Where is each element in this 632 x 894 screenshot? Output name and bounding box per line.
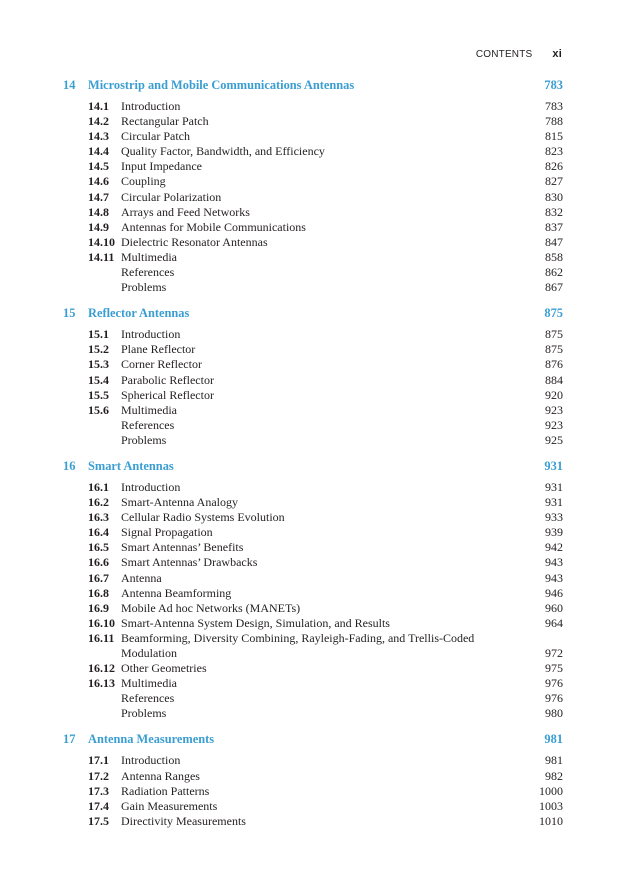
section-title: References xyxy=(121,265,175,280)
section-page-number: 823 xyxy=(545,144,563,159)
section-title: Antennas for Mobile Communications xyxy=(121,219,306,234)
section-page-number: 826 xyxy=(545,159,563,174)
chapter-title: Smart Antennas xyxy=(88,458,174,473)
toc-entry xyxy=(63,373,563,388)
section-title: Circular Patch xyxy=(121,129,190,144)
section-page-number: 920 xyxy=(545,387,563,402)
toc-entry xyxy=(63,403,563,418)
toc-entry xyxy=(63,280,563,295)
section-page-number: 783 xyxy=(545,99,563,113)
section-number: 16.4 xyxy=(88,525,109,540)
section-page-number: 931 xyxy=(545,479,563,494)
section-title: Arrays and Feed Networks xyxy=(121,204,250,219)
toc-entry xyxy=(63,586,563,601)
section-page-number: 942 xyxy=(545,540,563,555)
toc-entry xyxy=(63,601,563,616)
section-page-number: 980 xyxy=(545,706,563,721)
section-page-number: 884 xyxy=(545,372,563,387)
toc-entry xyxy=(63,555,563,570)
toc-entry xyxy=(63,250,563,265)
section-page-number: 847 xyxy=(545,234,563,249)
section-title-continuation: Modulation xyxy=(121,646,177,660)
section-title: Radiation Patterns xyxy=(121,783,210,798)
toc-entry xyxy=(63,327,563,342)
section-page-number: 931 xyxy=(545,495,563,510)
section-page-number: 964 xyxy=(545,615,563,630)
section-page-number: 832 xyxy=(545,204,563,219)
toc-entry xyxy=(63,174,563,189)
section-number: 16.2 xyxy=(88,495,109,510)
toc-entry xyxy=(63,769,563,784)
section-page-number: 960 xyxy=(545,600,563,615)
section-number: 17.3 xyxy=(88,783,109,798)
section-title-line: Beamforming, Diversity Combining, Rayleigh-Fading, and Trellis-Coded xyxy=(121,630,475,645)
chapter-heading xyxy=(63,731,563,747)
section-number: 17.2 xyxy=(88,768,109,783)
chapter-16 xyxy=(63,458,563,722)
section-title: Quality Factor, Bandwidth, and Efficiency xyxy=(121,144,325,159)
toc-entry xyxy=(63,418,563,433)
chapter-title: Antenna Measurements xyxy=(88,732,215,747)
section-title: Antenna Ranges xyxy=(121,768,200,783)
running-head-label: CONTENTS xyxy=(475,49,533,60)
chapter-heading xyxy=(63,305,563,321)
section-title: Gain Measurements xyxy=(121,798,218,813)
section-number: 17.4 xyxy=(88,798,109,813)
section-title: Circular Polarization xyxy=(121,189,222,204)
section-title: Spherical Reflector xyxy=(121,387,214,402)
section-title: Mobile Ad hoc Networks (MANETs) xyxy=(121,600,301,615)
chapter-number: 15 xyxy=(63,306,76,321)
section-title xyxy=(121,631,523,661)
toc-entry xyxy=(63,571,563,586)
section-title: Multimedia xyxy=(121,249,177,264)
running-head xyxy=(476,48,562,60)
section-page-number: 1003 xyxy=(539,798,563,813)
section-title: Problems xyxy=(121,280,167,295)
toc-entry xyxy=(63,342,563,357)
section-title: Introduction xyxy=(121,753,181,768)
chapter-title: Microstrip and Mobile Communications Antennas xyxy=(88,78,355,92)
toc-entry xyxy=(63,388,563,403)
chapter-page-number: 931 xyxy=(544,458,563,473)
section-page-number: 837 xyxy=(545,219,563,234)
chapter-number: 14 xyxy=(63,78,76,92)
section-title: Problems xyxy=(121,706,167,721)
toc-entry xyxy=(63,205,563,220)
chapter-heading xyxy=(63,458,563,474)
section-page-number: 1000 xyxy=(539,783,563,798)
section-title: Introduction xyxy=(121,479,181,494)
toc-entry xyxy=(63,190,563,205)
section-page-number: 925 xyxy=(545,432,563,447)
toc-entry xyxy=(63,525,563,540)
section-number: 15.5 xyxy=(88,387,109,402)
section-number: 15.4 xyxy=(88,372,109,387)
section-number: 15.2 xyxy=(88,342,109,357)
section-title: Signal Propagation xyxy=(121,525,213,540)
chapter-14 xyxy=(63,77,563,295)
section-title: Problems xyxy=(121,432,167,447)
section-number: 14.1 xyxy=(88,99,109,113)
section-title: Directivity Measurements xyxy=(121,813,246,828)
section-number: 16.7 xyxy=(88,570,109,585)
section-page-number: 923 xyxy=(545,417,563,432)
section-number: 16.6 xyxy=(88,555,109,570)
section-number: 14.11 xyxy=(88,249,115,264)
section-number: 16.13 xyxy=(88,676,115,691)
section-title: Smart-Antenna Analogy xyxy=(121,495,238,510)
toc-entry xyxy=(63,676,563,691)
toc-entry xyxy=(63,631,563,661)
toc-entry xyxy=(63,510,563,525)
section-page-number: 982 xyxy=(545,768,563,783)
toc-entry xyxy=(63,814,563,829)
toc-entry xyxy=(63,691,563,706)
toc-entry xyxy=(63,661,563,676)
section-page-number: 858 xyxy=(545,249,563,264)
section-page-number: 975 xyxy=(545,661,563,676)
section-page-number: 943 xyxy=(545,555,563,570)
toc-entry xyxy=(63,129,563,144)
section-number: 14.5 xyxy=(88,159,109,174)
chapter-15 xyxy=(63,305,563,448)
section-page-number: 815 xyxy=(545,129,563,144)
section-title: Plane Reflector xyxy=(121,342,196,357)
section-number: 16.9 xyxy=(88,600,109,615)
section-title: Rectangular Patch xyxy=(121,114,209,129)
section-title: Introduction xyxy=(121,99,181,113)
toc-entry xyxy=(63,220,563,235)
section-page-number: 976 xyxy=(545,676,563,691)
section-number: 14.9 xyxy=(88,219,109,234)
chapter-page-number: 981 xyxy=(544,732,563,747)
toc-entry xyxy=(63,159,563,174)
section-number: 17.1 xyxy=(88,753,109,768)
chapter-number: 17 xyxy=(63,732,76,747)
toc-entry xyxy=(63,784,563,799)
toc-entry xyxy=(63,495,563,510)
section-number: 16.5 xyxy=(88,540,109,555)
toc-entry xyxy=(63,114,563,129)
section-title: Input Impedance xyxy=(121,159,202,174)
section-page-number: 923 xyxy=(545,402,563,417)
section-page-number: 827 xyxy=(545,174,563,189)
toc-entry xyxy=(63,753,563,768)
toc-entry xyxy=(63,799,563,814)
section-number: 14.6 xyxy=(88,174,109,189)
section-number: 16.12 xyxy=(88,661,115,676)
section-number: 14.3 xyxy=(88,129,109,144)
section-number: 14.7 xyxy=(88,189,109,204)
section-page-number: 946 xyxy=(545,585,563,600)
section-page-number: 933 xyxy=(545,510,563,525)
section-page-number: 788 xyxy=(545,114,563,129)
chapter-heading xyxy=(63,77,563,93)
section-title: Other Geometries xyxy=(121,661,207,676)
toc-entry xyxy=(63,235,563,250)
chapter-page-number: 783 xyxy=(544,78,563,92)
section-title: Smart Antennas’ Drawbacks xyxy=(121,555,258,570)
section-title: Coupling xyxy=(121,174,166,189)
section-title: Multimedia xyxy=(121,402,177,417)
section-title: Smart Antennas’ Benefits xyxy=(121,540,244,555)
section-title: Dielectric Resonator Antennas xyxy=(121,234,268,249)
section-page-number: 976 xyxy=(545,691,563,706)
section-title: References xyxy=(121,691,175,706)
section-page-number: 943 xyxy=(545,570,563,585)
toc-entry xyxy=(63,616,563,631)
toc-entry xyxy=(63,706,563,721)
section-page-number: 972 xyxy=(545,646,563,660)
running-head-page-number: xi xyxy=(552,48,562,60)
section-page-number: 875 xyxy=(545,327,563,342)
section-title: Antenna Beamforming xyxy=(121,585,232,600)
chapter-title: Reflector Antennas xyxy=(88,306,190,321)
toc-entry xyxy=(63,144,563,159)
section-page-number: 830 xyxy=(545,189,563,204)
section-title: Antenna xyxy=(121,570,162,585)
section-number: 16.10 xyxy=(88,615,115,630)
section-page-number: 876 xyxy=(545,357,563,372)
toc-entry xyxy=(63,433,563,448)
table-of-contents xyxy=(63,77,563,839)
section-page-number: 939 xyxy=(545,525,563,540)
section-number: 15.6 xyxy=(88,402,109,417)
section-title: References xyxy=(121,417,175,432)
section-title: Smart-Antenna System Design, Simulation, and Results xyxy=(121,615,390,630)
toc-entry xyxy=(63,540,563,555)
section-number: 14.8 xyxy=(88,204,109,219)
section-number: 14.2 xyxy=(88,114,109,129)
section-number: 16.8 xyxy=(88,585,109,600)
chapter-number: 16 xyxy=(63,458,76,473)
section-page-number: 1010 xyxy=(539,813,563,828)
section-page-number: 981 xyxy=(545,753,563,768)
section-number: 14.10 xyxy=(88,234,115,249)
section-page-number: 875 xyxy=(545,342,563,357)
chapter-page-number: 875 xyxy=(544,306,563,321)
section-number: 17.5 xyxy=(88,813,109,828)
toc-entry xyxy=(63,357,563,372)
section-title: Introduction xyxy=(121,327,181,342)
chapter-17 xyxy=(63,731,563,828)
section-title: Corner Reflector xyxy=(121,357,202,372)
section-number: 14.4 xyxy=(88,144,109,159)
section-number: 15.1 xyxy=(88,327,109,342)
section-title: Cellular Radio Systems Evolution xyxy=(121,510,285,525)
section-title: Multimedia xyxy=(121,676,177,691)
toc-entry xyxy=(63,265,563,280)
section-number: 15.3 xyxy=(88,357,109,372)
section-page-number: 862 xyxy=(545,265,563,280)
section-number: 16.1 xyxy=(88,479,109,494)
toc-entry xyxy=(63,99,563,114)
toc-entry xyxy=(63,480,563,495)
section-page-number: 867 xyxy=(545,280,563,295)
section-title: Parabolic Reflector xyxy=(121,372,214,387)
section-number: 16.11 xyxy=(88,630,115,645)
section-number: 16.3 xyxy=(88,510,109,525)
